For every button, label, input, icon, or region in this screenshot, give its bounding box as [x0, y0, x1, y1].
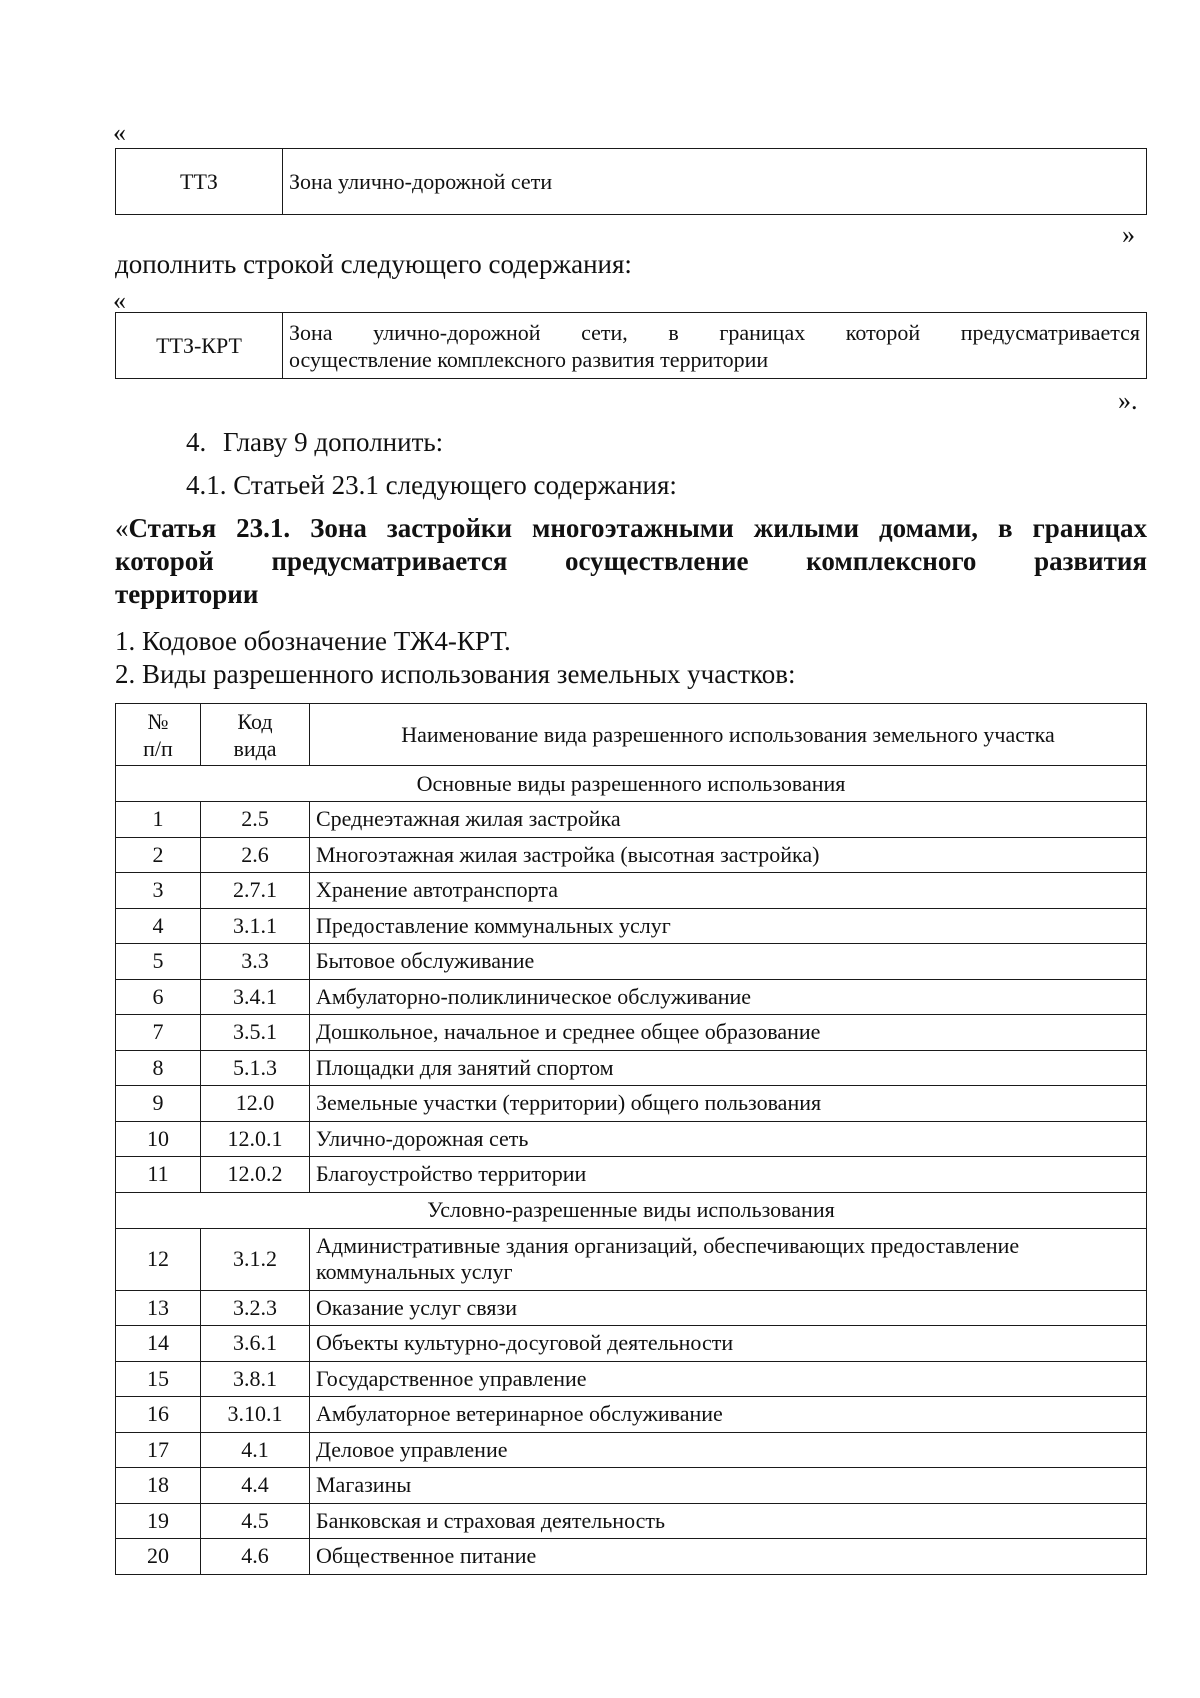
- row-name: Среднеэтажная жилая застройка: [310, 802, 1147, 838]
- table-row: [116, 1503, 1147, 1539]
- row-num: 19: [116, 1503, 201, 1539]
- table-row: [116, 1015, 1147, 1051]
- row-num: 4: [116, 908, 201, 944]
- section-row: [116, 1192, 1147, 1228]
- row-num: 8: [116, 1050, 201, 1086]
- table-row: [116, 1050, 1147, 1086]
- row-code: 3.2.3: [201, 1290, 310, 1326]
- table-row: [116, 313, 1147, 379]
- row-num: 16: [116, 1397, 201, 1433]
- row-num: 13: [116, 1290, 201, 1326]
- row-code: 3.1.1: [201, 908, 310, 944]
- section-title: Условно-разрешенные виды использования: [116, 1192, 1147, 1228]
- row-code: 12.0.1: [201, 1121, 310, 1157]
- row-name: Магазины: [310, 1468, 1147, 1504]
- zone-name-line: Зона улично-дорожной сети, в границах которой предусматривается: [289, 319, 1140, 345]
- item-text: Главу 9 дополнить:: [223, 427, 444, 457]
- table-row: [116, 1361, 1147, 1397]
- row-name: Деловое управление: [310, 1432, 1147, 1468]
- row-code: 4.6: [201, 1539, 310, 1575]
- row-num: 14: [116, 1326, 201, 1362]
- row-code: 5.1.3: [201, 1050, 310, 1086]
- table-row: [116, 1539, 1147, 1575]
- row-num: 11: [116, 1157, 201, 1193]
- row-name: Многоэтажная жилая застройка (высотная застройка): [310, 837, 1147, 873]
- header-code: [201, 704, 310, 766]
- row-name: Дошкольное, начальное и среднее общее образование: [310, 1015, 1147, 1051]
- section-title: Основные виды разрешенного использования: [116, 766, 1147, 802]
- row-code: 4.4: [201, 1468, 310, 1504]
- row-num: 1: [116, 802, 201, 838]
- row-num: 5: [116, 944, 201, 980]
- section-row: [116, 766, 1147, 802]
- table-row: [116, 149, 1147, 215]
- row-name: Амбулаторно-поликлиническое обслуживание: [310, 979, 1147, 1015]
- table-row: [116, 837, 1147, 873]
- zone-name-line: осуществление комплексного развития территории: [289, 346, 769, 372]
- zone-name-cell: Зона улично-дорожной сети: [283, 149, 1147, 215]
- opening-quote: «: [115, 513, 129, 543]
- row-name: Банковская и страховая деятельность: [310, 1503, 1147, 1539]
- zone-table-ttz: [115, 148, 1147, 215]
- table-row: [116, 1432, 1147, 1468]
- article-title-text: Статья 23.1. Зона застройки многоэтажными жилыми домами, в границах: [128, 513, 1147, 543]
- row-name-line: Административные здания организаций, обеспечивающих предоставление: [316, 1233, 1020, 1258]
- item-4-1: 4.1. Статьей 23.1 следующего содержания:: [186, 470, 677, 500]
- table-header-row: [116, 704, 1147, 766]
- row-num: 20: [116, 1539, 201, 1575]
- row-num: 17: [116, 1432, 201, 1468]
- row-name: Улично-дорожная сеть: [310, 1121, 1147, 1157]
- supplement-paragraph: дополнить строкой следующего содержания:: [115, 249, 632, 279]
- article-heading: [115, 512, 1147, 611]
- row-name: Оказание услуг связи: [310, 1290, 1147, 1326]
- header-code-line: Код: [237, 708, 273, 734]
- table-row: [116, 1228, 1147, 1290]
- row-num: 15: [116, 1361, 201, 1397]
- row-name: Объекты культурно-досуговой деятельности: [310, 1326, 1147, 1362]
- row-num: 9: [116, 1086, 201, 1122]
- row-code: 12.0.2: [201, 1157, 310, 1193]
- table-row: [116, 944, 1147, 980]
- row-name: Бытовое обслуживание: [310, 944, 1147, 980]
- row-code: 3.1.2: [201, 1228, 310, 1290]
- row-code: 3.6.1: [201, 1326, 310, 1362]
- row-num: 3: [116, 873, 201, 909]
- row-name: Земельные участки (территории) общего пользования: [310, 1086, 1147, 1122]
- table-row: [116, 1326, 1147, 1362]
- zone-code-cell: ТТЗ: [116, 149, 283, 215]
- row-name: Амбулаторное ветеринарное обслуживание: [310, 1397, 1147, 1433]
- zone-table-ttz-krt: [115, 312, 1147, 379]
- table-row: [116, 1121, 1147, 1157]
- header-num-line: №: [147, 708, 169, 734]
- row-code: 12.0: [201, 1086, 310, 1122]
- row-name: [310, 1228, 1147, 1290]
- row-code: 3.4.1: [201, 979, 310, 1015]
- header-name: Наименование вида разрешенного использования земельного участка: [310, 704, 1147, 766]
- row-code: 2.7.1: [201, 873, 310, 909]
- article-heading-line: которой предусматривается осуществление комплексного развития: [115, 546, 1147, 576]
- table-row: [116, 1290, 1147, 1326]
- table-row: [116, 979, 1147, 1015]
- table-row: [116, 1157, 1147, 1193]
- table-row: [116, 802, 1147, 838]
- row-name-line: коммунальных услуг: [316, 1259, 513, 1284]
- item-number: 4.: [186, 427, 207, 457]
- article-heading-line: территории: [115, 579, 259, 609]
- point-code: 1. Кодовое обозначение ТЖ4-КРТ.: [115, 626, 511, 656]
- row-name: Благоустройство территории: [310, 1157, 1147, 1193]
- row-code: 3.8.1: [201, 1361, 310, 1397]
- opening-quote: «: [113, 286, 126, 315]
- row-name: Государственное управление: [310, 1361, 1147, 1397]
- row-code: 2.6: [201, 837, 310, 873]
- usage-types-table: [115, 703, 1147, 1575]
- point-usage-types: 2. Виды разрешенного использования земельных участков:: [115, 659, 796, 689]
- row-num: 6: [116, 979, 201, 1015]
- table-row: [116, 1468, 1147, 1504]
- item-4: [186, 426, 443, 458]
- row-code: 2.5: [201, 802, 310, 838]
- closing-quote: »: [1122, 220, 1135, 249]
- row-name: Хранение автотранспорта: [310, 873, 1147, 909]
- header-num: [116, 704, 201, 766]
- opening-quote: «: [113, 118, 126, 147]
- row-num: 12: [116, 1228, 201, 1290]
- table-row: [116, 873, 1147, 909]
- row-num: 2: [116, 837, 201, 873]
- header-num-line: п/п: [143, 735, 173, 761]
- row-name: Площадки для занятий спортом: [310, 1050, 1147, 1086]
- table-row: [116, 1086, 1147, 1122]
- row-code: 4.5: [201, 1503, 310, 1539]
- closing-quote: ».: [1118, 386, 1138, 415]
- zone-code-cell: ТТЗ-КРТ: [116, 313, 283, 379]
- row-name: Общественное питание: [310, 1539, 1147, 1575]
- header-code-line: вида: [233, 735, 277, 761]
- row-name: Предоставление коммунальных услуг: [310, 908, 1147, 944]
- article-heading-line: [115, 512, 1147, 545]
- row-code: 3.10.1: [201, 1397, 310, 1433]
- table-row: [116, 908, 1147, 944]
- row-code: 4.1: [201, 1432, 310, 1468]
- table-row: [116, 1397, 1147, 1433]
- row-num: 18: [116, 1468, 201, 1504]
- row-num: 10: [116, 1121, 201, 1157]
- row-num: 7: [116, 1015, 201, 1051]
- row-code: 3.3: [201, 944, 310, 980]
- zone-name-cell: [283, 313, 1147, 379]
- row-code: 3.5.1: [201, 1015, 310, 1051]
